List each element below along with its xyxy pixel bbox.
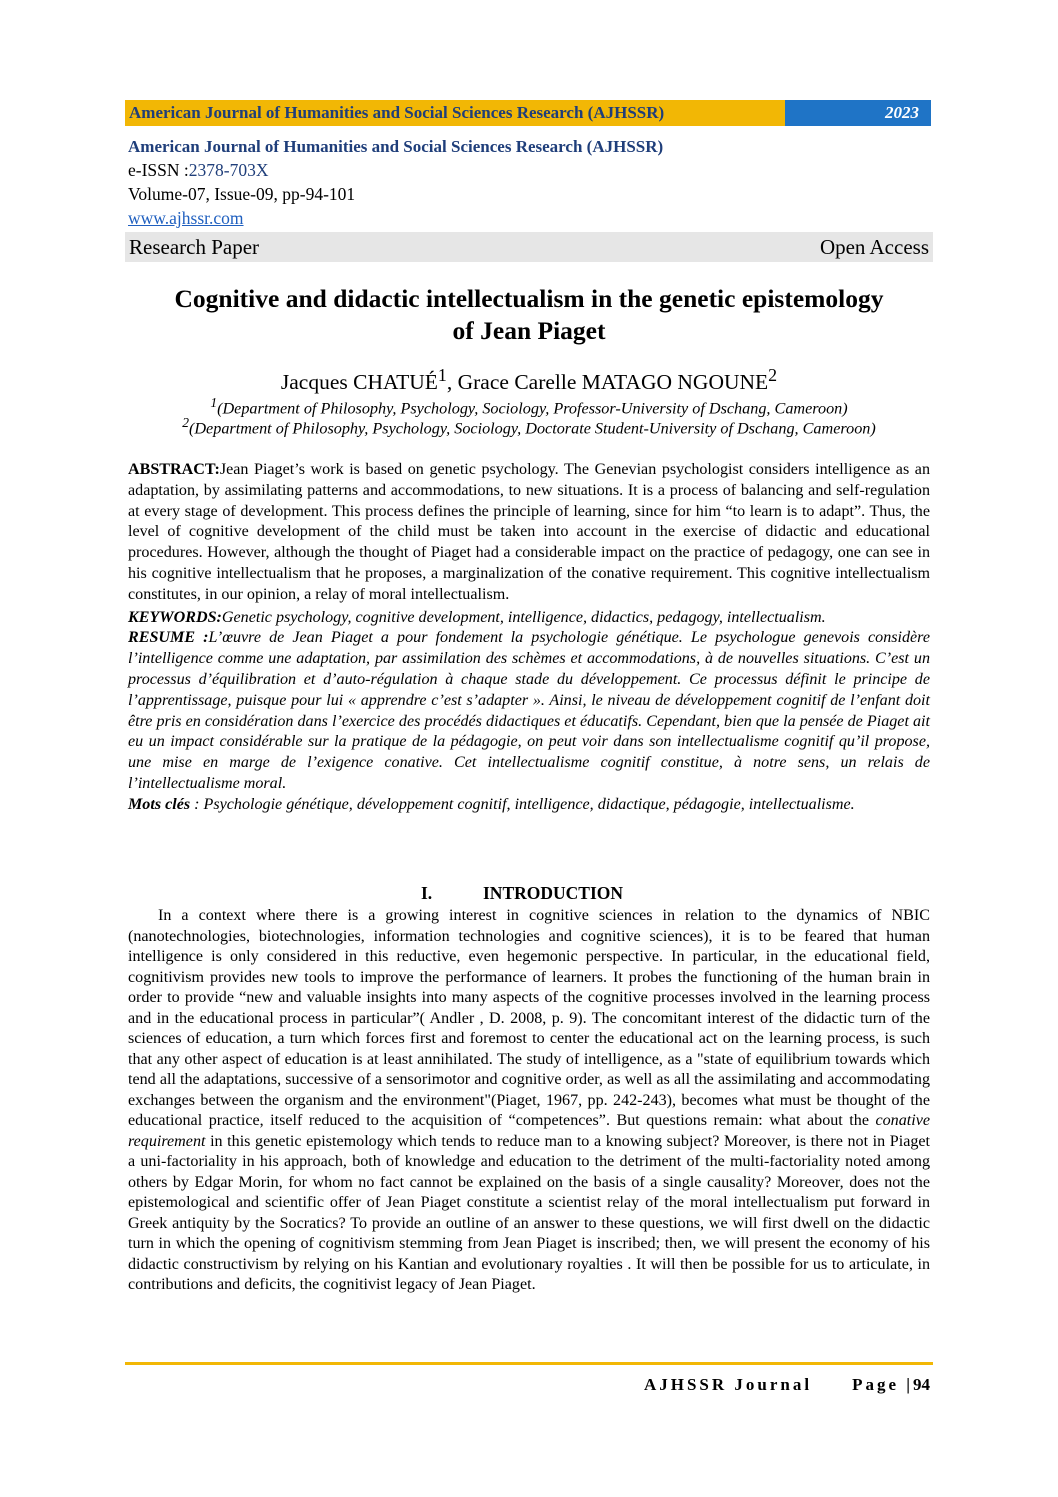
paper-type: Research Paper: [129, 235, 260, 259]
affiliation-2-text: (Department of Philosophy, Psychology, Sociology, Doctorate Student-University of Dschang, Cameroon): [188, 419, 876, 438]
open-access-label: Open Access: [819, 235, 929, 259]
volume-line: Volume-07, Issue-09, pp-94-101: [128, 184, 356, 204]
abstract-paragraph: [128, 460, 930, 606]
intro-emphasis: conative requirement: [128, 1112, 930, 1150]
author-separator: ,: [446, 370, 458, 395]
keywords-text: Genetic psychology, cognitive development, intelligence, didactics, pedagogy, intellectualism.: [221, 608, 826, 626]
author-1: Jacques CHATUÉ: [280, 370, 438, 395]
footer-rule: [125, 1362, 933, 1365]
keywords-paragraph: [128, 608, 930, 629]
affiliation-2: [125, 415, 933, 438]
journal-url[interactable]: [128, 208, 244, 229]
affiliation-2-sup: 2: [182, 415, 189, 430]
issn-value: 2378-703X: [188, 160, 269, 180]
affiliation-1-sup: 1: [210, 395, 218, 410]
abstract-block: [128, 460, 930, 816]
affiliation-1-text: (Department of Philosophy, Psychology, Sociology, Professor-University of Dschang, Cameroon): [217, 399, 848, 418]
mots-cles-paragraph: [128, 795, 930, 816]
introduction-body: [128, 906, 930, 1296]
keywords-label: KEYWORDS:: [128, 608, 222, 626]
intro-paragraph: [128, 906, 930, 1296]
resume-text: L’œuvre de Jean Piaget a pour fondement la psychologie génétique. Le psychologue genevois considère l’intelligence comme une adaptation, par assimilation des schèmes et accommodations, à de nouvelles situations. C’est un processus d’équilibration et d’auto-régulation à chaque stade du développement. Ce processus définit le principe de l’apprentissage, puisque pour lui « apprendre c’est s’adapter ». Ainsi, le niveau de développement cognitif de l’enfant doit être pris en considération dans l’exercice des procédés didactiques et éducatifs. Cependant, bien que la pensée de Piaget ait eu un impact considérable sur la pratique de la pédagogie, on peut voir dans son intellectualisme cognitif qu’il propose, une mise en marge de l’exigence conative. Cet intellectualisme cognitif constitue, à notre sens, un relais de l’intellectualisme moral.: [128, 629, 930, 792]
issn-line: [128, 160, 268, 181]
intro-text-2: in this genetic epistemology which tends to reduce man to a knowing subject? Moreover, is there not in Piaget a uni-factoriality in his approach, both of knowledge and education to the detriment of the multi-factoriality noted among others by Edgar Morin, for whom no fact cannot be explained on the basis of a single causality? Moreover, does not the epistemological and scientific offer of Jean Piaget constitute a scientist relay of the moral intellectualism put forward in Greek antiquity by the Socratics? To provide an outline of an answer to these questions, we will first dwell on the didactic turn in which the opening of cognitivism stemming from Jean Piaget is inscribed; then, we will present the economy of his didactic constructivism by relying on his Kantian and evolutionary royalties . It will then be possible for us to articulate, in contributions and deficits, the cognitivist legacy of Jean Piaget.: [128, 1132, 930, 1293]
intro-text-1: In a context where there is a growing interest in cognitive sciences in relation to the dynamics of NBIC (nanotechnologies, biotechnologies, information technologies and cognitive sciences), it is to be feared that human intelligence is only considered in this reductive, even hegemonic perspective. In particular, in the educational field, cognitivism provides new tools to improve the performance of learners. It probes the functioning of the human brain in order to provide “new and valuable insights into many aspects of the cognitive processes involved in the learning process and in the educational process in particular”( Andler , D. 2008, p. 9). The concomitant interest of the didactic turn of the sciences of education, a turn which forces first and foremost to center the educational act on the learning process, is such that any other aspect of education is at least annihilated. The study of intelligence, as a "state of equilibrium towards which tend all the adaptations, successive of a sensorimotor and cognitive order, as well as all the assimilating and accommodating exchanges between the organism and the environment"(Piaget, 1967, pp. 242-243), becomes what must be thought of the educational practice, itself reduced to the acquisition of “competences”. But questions remain: what about the: [128, 907, 930, 1129]
abstract-label: ABSTRACT:: [128, 461, 220, 478]
page-footer: [644, 1375, 930, 1395]
author-2-sup: 2: [768, 365, 778, 385]
mots-cles-label: Mots clés: [128, 795, 191, 813]
paper-title: [125, 283, 933, 347]
mots-cles-text: : Psychologie génétique, développement cognitif, intelligence, didactique, pédagogie, intellectualisme.: [190, 795, 855, 813]
author-2: Grace Carelle MATAGO NGOUNE: [457, 370, 769, 395]
journal-url-link[interactable]: www.ajhssr.com: [128, 208, 244, 228]
header-journal-title: American Journal of Humanities and Social Sciences Research (AJHSSR): [125, 100, 785, 126]
author-list: [125, 365, 933, 395]
issn-label: e-ISSN :: [128, 160, 189, 180]
resume-label: RESUME :: [128, 629, 209, 647]
title-line-1: Cognitive and didactic intellectualism in the genetic epistemology: [174, 284, 884, 313]
author-1-sup: 1: [437, 365, 447, 385]
section-number: I.: [421, 883, 433, 903]
section-title: INTRODUCTION: [483, 883, 624, 903]
journal-name: American Journal of Humanities and Social Sciences Research (AJHSSR): [128, 137, 664, 156]
footer-page-number: 94: [913, 1375, 930, 1394]
resume-paragraph: [128, 628, 930, 794]
footer-journal: AJHSSR Journal: [643, 1375, 813, 1394]
abstract-text: Jean Piaget’s work is based on genetic psychology. The Genevian psychologist considers intelligence as an adaptation, by assimilating patterns and accommodations, to new situations. It is a process of balancing and self-regulation at every stage of development. This process defines the principle of learning, since for him “to learn is to adapt”. Thus, the level of cognitive development of the child must be taken into account in the exercise of didactic and educational procedures. However, although the thought of Piaget had a considerable impact on the practice of pedagogy, one can see in his cognitive intellectualism that he proposes, a marginalization of the conative requirement. This cognitive intellectualism constitutes, in our opinion, a relay of moral intellectualism.: [128, 461, 930, 603]
title-line-2: of Jean Piaget: [452, 316, 606, 345]
paper-type-bar: [125, 232, 933, 262]
journal-header-bar: [125, 100, 931, 126]
header-year: 2023: [785, 100, 931, 126]
footer-page-label: Page |: [852, 1375, 913, 1394]
